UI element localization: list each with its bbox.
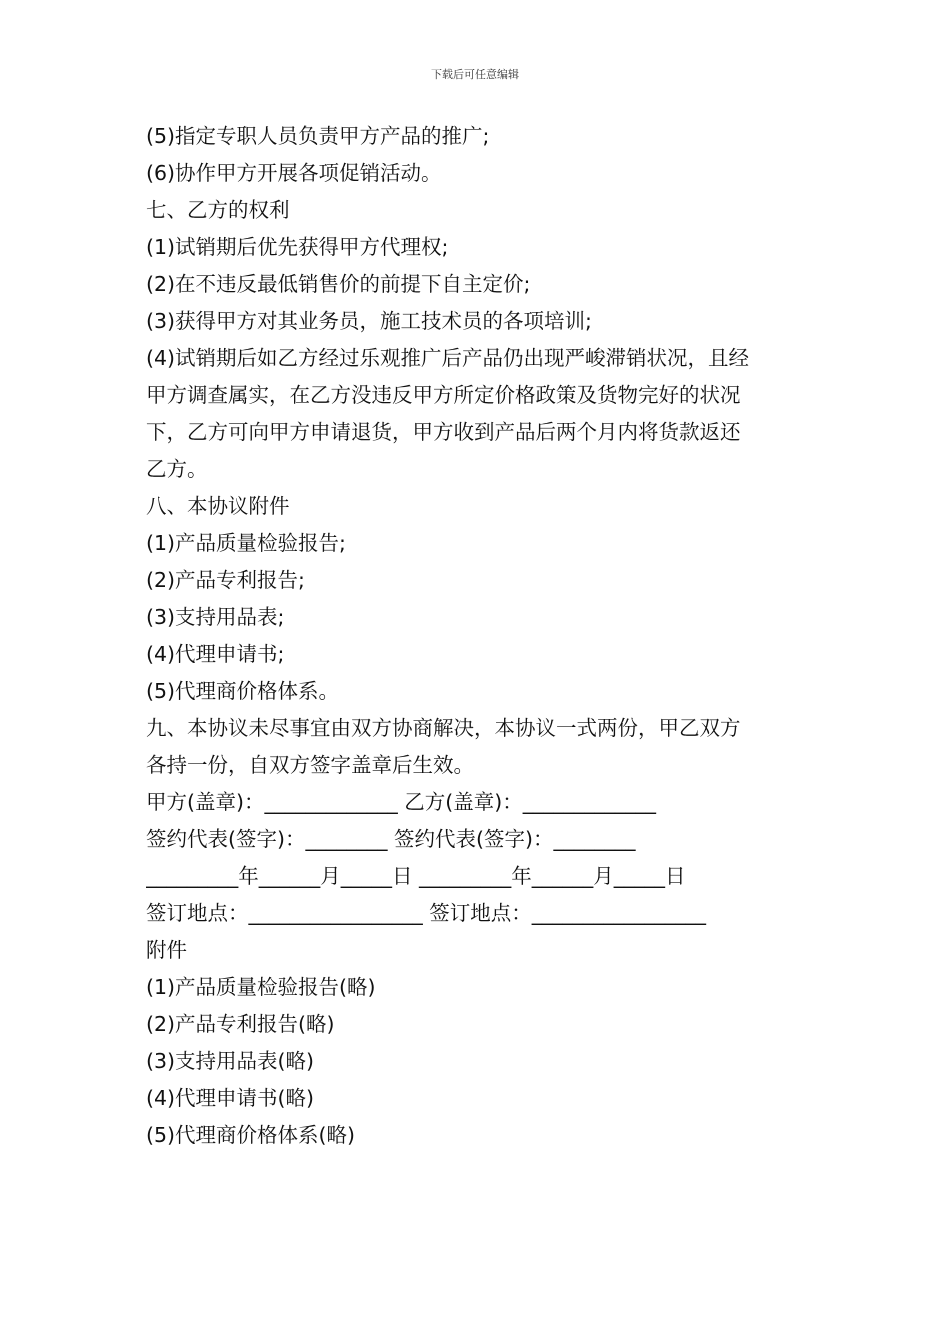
date-line: _________年______月_____日 _________年______月_____日 bbox=[146, 864, 686, 888]
section-heading: 七、乙方的权利 bbox=[146, 198, 290, 222]
text-line: 乙方。 bbox=[146, 457, 208, 481]
section-heading: 九、本协议未尽事宜由双方协商解决，本协议一式两份，甲乙双方 bbox=[146, 716, 741, 740]
text-line: (5)代理商价格体系(略) bbox=[146, 1123, 356, 1147]
text-line: (4)代理申请书; bbox=[146, 642, 285, 666]
section-heading: 八、本协议附件 bbox=[146, 494, 290, 518]
text-line: (2)产品专利报告; bbox=[146, 568, 305, 592]
location-line: 签订地点：_________________ 签订地点：_________________ bbox=[146, 901, 707, 925]
text-line: (1)产品质量检验报告(略) bbox=[146, 975, 376, 999]
section-heading: 附件 bbox=[146, 938, 187, 962]
text-line: (1)产品质量检验报告; bbox=[146, 531, 346, 555]
signature-line: 甲方(盖章)：_____________ 乙方(盖章)：_____________ bbox=[146, 790, 657, 814]
page-header: 下载后可任意编辑 bbox=[431, 68, 519, 81]
text-line: (6)协作甲方开展各项促销活动。 bbox=[146, 161, 442, 185]
text-line: (5)代理商价格体系。 bbox=[146, 679, 340, 703]
text-line: 甲方调查属实，在乙方没违反甲方所定价格政策及货物完好的状况 bbox=[146, 383, 741, 407]
text-line: (3)支持用品表; bbox=[146, 605, 285, 629]
text-line: 各持一份，自双方签字盖章后生效。 bbox=[146, 753, 474, 777]
text-line: (2)在不违反最低销售价的前提下自主定价; bbox=[146, 272, 531, 296]
signature-line: 签约代表(签字)：________ 签约代表(签字)：________ bbox=[146, 827, 636, 851]
document-body bbox=[146, 118, 810, 1154]
text-line: (5)指定专职人员负责甲方产品的推广; bbox=[146, 124, 490, 148]
text-line: (1)试销期后优先获得甲方代理权; bbox=[146, 235, 449, 259]
text-line: (3)获得甲方对其业务员，施工技术员的各项培训; bbox=[146, 309, 592, 333]
text-line: (4)代理申请书(略) bbox=[146, 1086, 315, 1110]
text-line: 下，乙方可向甲方申请退货，甲方收到产品后两个月内将货款返还 bbox=[146, 420, 741, 444]
text-line: (3)支持用品表(略) bbox=[146, 1049, 315, 1073]
text-line: (2)产品专利报告(略) bbox=[146, 1012, 335, 1036]
text-line: (4)试销期后如乙方经过乐观推广后产品仍出现严峻滞销状况，且经 bbox=[146, 346, 750, 370]
